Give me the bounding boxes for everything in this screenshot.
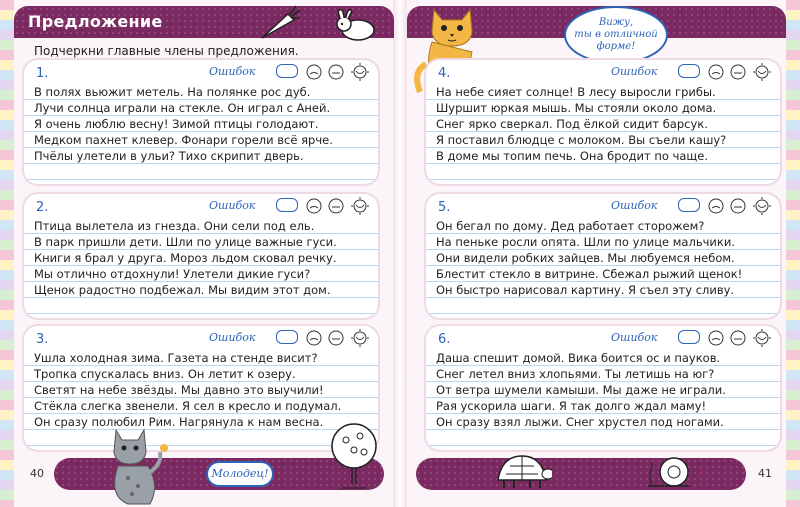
errors-count-box[interactable] [276, 330, 298, 344]
exercise-number: 3. [36, 332, 49, 347]
sentence-line: Ушла холодная зима. Газета на стенде висит? [24, 350, 378, 366]
grey-cat-icon [88, 416, 178, 506]
sentence-line: Книги я брал у друга. Мороз льдом сковал речку. [24, 250, 378, 266]
blank-line [426, 430, 780, 446]
sentence-line: В парк пришли дети. Шли по улице важные гуси. [24, 234, 378, 250]
sentence-line: Пчёлы улетели в ульи? Тихо скрипит дверь. [24, 148, 378, 164]
sentence-line: От ветра шумели камыши. Мы даже не играли. [426, 382, 780, 398]
mood-faces-icon[interactable] [706, 196, 776, 216]
sentence-line: Он бегал по дому. Дед работает сторожем? [426, 218, 780, 234]
rabbit-icon [330, 6, 382, 44]
instruction-text: Подчеркни главные члены предложения. [34, 44, 299, 58]
sentence-line: Он сразу полюбил Рим. Нагрянула к нам весна. [24, 414, 378, 430]
sentence-line: Тропка спускалась вниз. Он летит к озеру. [24, 366, 378, 382]
errors-label: Ошибок [611, 199, 658, 212]
mood-faces-icon[interactable] [706, 328, 776, 348]
footer-bar-right [416, 458, 746, 490]
errors-count-box[interactable] [678, 330, 700, 344]
page-number-right: 41 [758, 467, 772, 480]
page-title: Предложение [28, 12, 163, 31]
turtle-icon [492, 448, 552, 492]
errors-label: Ошибок [209, 199, 256, 212]
exercise-number: 6. [438, 332, 451, 347]
sentence-line: Я очень люблю весну! Зимой птицы голодают. [24, 116, 378, 132]
blank-line [426, 298, 780, 314]
sentence-line: Снег летел вниз хлопьями. Ты летишь на юг? [426, 366, 780, 382]
page-gutter [393, 0, 407, 507]
sentence-line: Мы отлично отдохнули! Улетели дикие гуси? [24, 266, 378, 282]
errors-count-box[interactable] [678, 198, 700, 212]
exercise-card-2 [24, 194, 378, 318]
sentence-line: Я поставил блюдце с молоком. Вы съели кашу? [426, 132, 780, 148]
errors-label: Ошибок [209, 331, 256, 344]
page-number-left: 40 [30, 467, 44, 480]
sentence-line: Даша спешит домой. Вика боится ос и пауков. [426, 350, 780, 366]
blank-line [24, 164, 378, 180]
left-stripe-border [0, 0, 14, 507]
right-stripe-border [786, 0, 800, 507]
errors-label: Ошибок [611, 331, 658, 344]
sentence-line: Птица вылетела из гнезда. Они сели под ель. [24, 218, 378, 234]
sentence-line: Лучи солнца играли на стекле. Он играл с Аней. [24, 100, 378, 116]
sentence-line: Он быстро нарисовал картину. Я съел эту сливу. [426, 282, 780, 298]
sentence-line: Он сразу взял лыжи. Снег хрустел под ногами. [426, 414, 780, 430]
sentence-line: Светят на небе звёзды. Мы давно это выучили! [24, 382, 378, 398]
tree-icon [324, 420, 384, 492]
mood-faces-icon[interactable] [706, 62, 776, 82]
mood-faces-icon[interactable] [304, 328, 374, 348]
sentence-line: Блестит стекло в витрине. Сбежал рыжий щенок! [426, 266, 780, 282]
exercise-number: 1. [36, 66, 49, 81]
sentence-line: Шуршит юркая мышь. Мы стояли около дома. [426, 100, 780, 116]
sentence-line: В полях вьюжит метель. На полянке рос дуб. [24, 84, 378, 100]
sentence-line: Щенок радостно подбежал. Мы видим этот дом. [24, 282, 378, 298]
exercise-number: 4. [438, 66, 451, 81]
exercise-number: 2. [36, 200, 49, 215]
mood-faces-icon[interactable] [304, 196, 374, 216]
blank-line [426, 164, 780, 180]
sentence-line: Снег ярко сверкал. Под ёлкой сидит барсук. [426, 116, 780, 132]
errors-count-box[interactable] [276, 64, 298, 78]
carrot-icon [256, 4, 302, 44]
exercise-card-1 [24, 60, 378, 184]
sentence-line: На небе сияет солнце! В лесу выросли грибы. [426, 84, 780, 100]
exercise-card-6 [426, 326, 780, 450]
sentence-line: Рая ускорила шаги. Я так долго ждал маму! [426, 398, 780, 414]
sentence-line: Стёкла слегка звенели. Я сел в кресло и подумал. [24, 398, 378, 414]
praise-bubble: Молодец! [206, 461, 274, 487]
sentence-line: Они видели робких зайцев. Мы любуемся небом. [426, 250, 780, 266]
exercise-card-4 [426, 60, 780, 184]
exercise-number: 5. [438, 200, 451, 215]
sentence-line: В доме мы топим печь. Она бродит по чаще. [426, 148, 780, 164]
errors-count-box[interactable] [276, 198, 298, 212]
sentence-line: На пеньке росли опята. Шли по улице мальчики. [426, 234, 780, 250]
errors-label: Ошибок [209, 65, 256, 78]
exercise-card-5 [426, 194, 780, 318]
mood-faces-icon[interactable] [304, 62, 374, 82]
errors-label: Ошибок [611, 65, 658, 78]
errors-count-box[interactable] [678, 64, 700, 78]
snail-icon [644, 452, 694, 492]
speech-bubble: Вижу, ты в отличной форме! [564, 6, 668, 64]
blank-line [24, 298, 378, 314]
sentence-line: Медком пахнет клевер. Фонари горели всё ярче. [24, 132, 378, 148]
